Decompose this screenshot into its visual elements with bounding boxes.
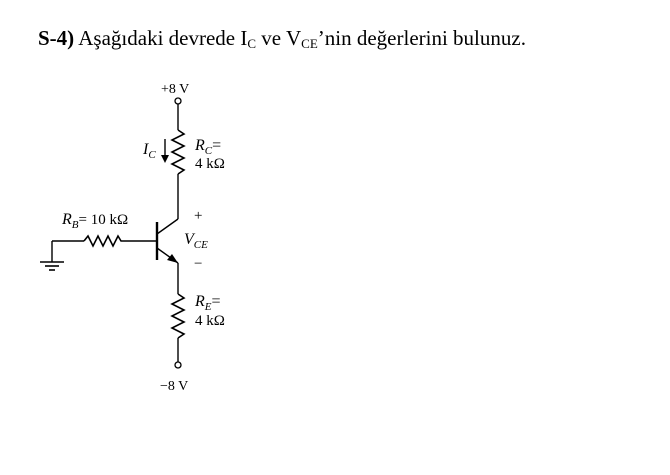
vce-minus: − [194, 256, 203, 272]
question-text-part1: Aşağıdaki devrede I [74, 26, 248, 50]
vce-subscript: CE [301, 36, 318, 51]
vcc-label: +8 V [161, 82, 190, 97]
vce-plus: + [194, 208, 203, 224]
rb-label: $R_B= 10$ kΩ [62, 211, 129, 231]
emitter-arrow [167, 254, 178, 263]
question-number: S-4) [38, 26, 75, 50]
question-text-part2: ve V [256, 26, 302, 50]
re-resistor [172, 294, 184, 338]
ic-label: $I_C$ [143, 141, 156, 161]
vce-label: $V_{CE}$ [184, 231, 208, 251]
vee-label: −8 V [160, 379, 189, 394]
re-label: $R_E=$ [195, 293, 221, 313]
question-text-part3: ’nin değerlerini bulunuz. [317, 26, 526, 50]
ic-subscript: C [247, 36, 257, 51]
re-value: 4 kΩ [195, 313, 225, 329]
rc-resistor [172, 130, 184, 174]
rc-label: $R_C=$ [195, 137, 222, 157]
rc-value: 4 kΩ [195, 156, 225, 172]
rb-resistor [84, 236, 124, 246]
vee-terminal [175, 362, 181, 368]
vcc-terminal [175, 98, 181, 104]
ic-arrow-head [161, 155, 169, 163]
transistor-collector-lead [157, 219, 178, 234]
